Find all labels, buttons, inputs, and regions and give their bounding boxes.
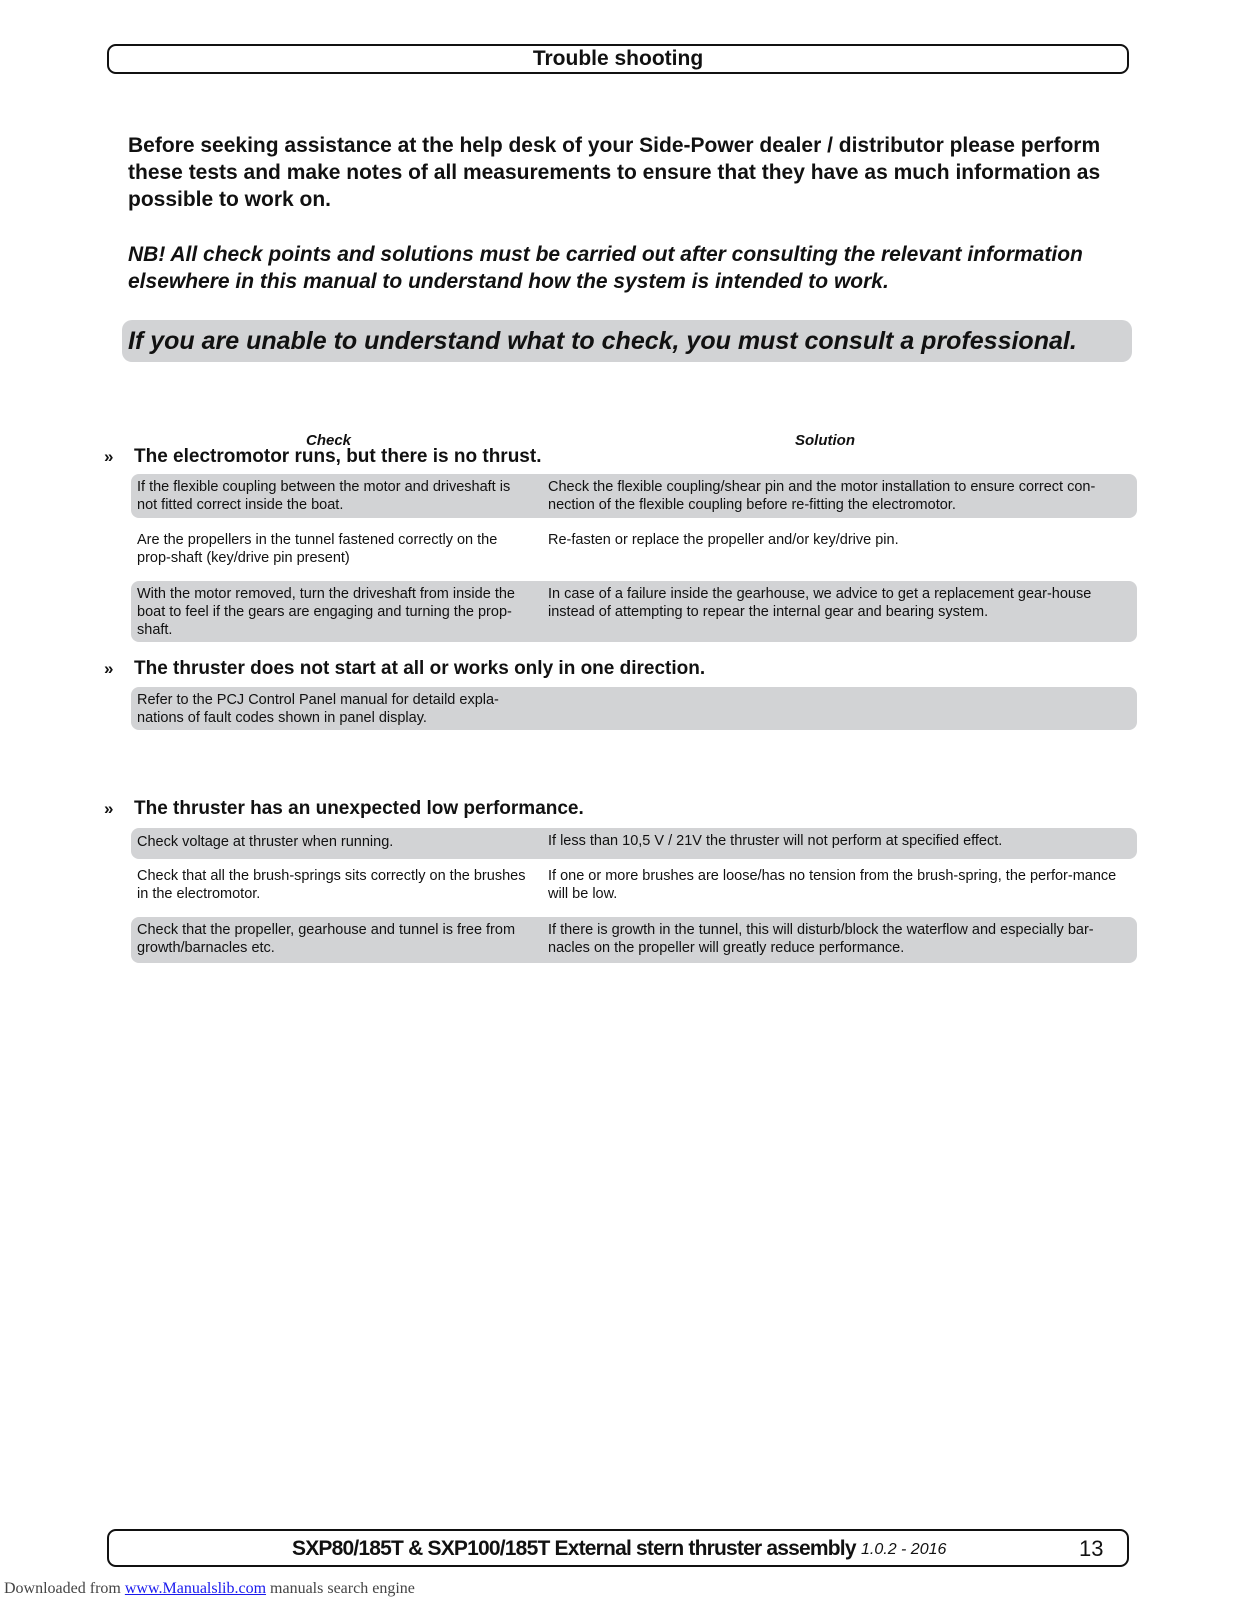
section-title-low-performance	[104, 797, 584, 821]
solution-cell: Re-fasten or replace the propeller and/or key/drive pin.	[548, 532, 899, 548]
solution-cell: If one or more brushes are loose/has no tension from the brush-spring, the perfor-mance will be low.	[548, 868, 1117, 902]
solution-cell: If less than 10,5 V / 21V the thruster will not perform at specified effect.	[548, 833, 1003, 849]
check-cell: Check voltage at thruster when running.	[137, 834, 394, 850]
table-row	[131, 917, 1137, 963]
section-title-text: The thruster does not start at all or works only in one direction.	[134, 658, 706, 679]
download-prefix: Downloaded from	[4, 1580, 125, 1597]
check-cell: Check that the propeller, gearhouse and tunnel is free from growth/barnacles etc.	[137, 922, 516, 956]
bullet-marker: »	[104, 799, 114, 818]
check-cell: Are the propellers in the tunnel fastened correctly on the prop-shaft (key/drive pin present)	[137, 532, 498, 566]
section-title-text: The thruster has an unexpected low performance.	[134, 798, 584, 819]
table-row	[131, 474, 1137, 518]
download-notice	[4, 1580, 415, 1598]
download-suffix: manuals search engine	[266, 1580, 415, 1597]
intro-paragraph: Before seeking assistance at the help desk of your Side-Power dealer / distributor please perform these tests and make notes of all measurements to ensure that they have as much information as possible to work on.	[128, 134, 1101, 211]
page-header	[107, 44, 1129, 74]
footer-product-title: SXP80/185T & SXP100/185T External stern thruster assembly	[292, 1537, 856, 1560]
section-title-text: The electromotor runs, but there is no thrust.	[134, 446, 542, 467]
table-row	[131, 527, 1137, 573]
section-title-no-start	[104, 657, 705, 681]
footer-version: 1.0.2 - 2016	[861, 1541, 947, 1558]
solution-cell: If there is growth in the tunnel, this will disturb/block the waterflow and especially bar-nacles on the propeller will greatly reduce performance.	[548, 922, 1094, 956]
check-cell: If the flexible coupling between the motor and driveshaft is not fitted correct inside the boat.	[137, 479, 511, 513]
section-title-no-thrust	[104, 445, 541, 469]
bullet-marker: »	[104, 447, 114, 466]
page-footer	[107, 1529, 1129, 1567]
table-row	[131, 828, 1137, 859]
table-row	[131, 581, 1137, 642]
manualslib-link[interactable]: www.Manualslib.com	[124, 1580, 267, 1597]
page-number: 13	[1079, 1536, 1104, 1561]
column-header-solution: Solution	[795, 432, 855, 449]
nb-paragraph: NB! All check points and solutions must be carried out after consulting the relevant information elsewhere in this manual to understand how the system is intended to work.	[128, 243, 1083, 293]
check-cell: Refer to the PCJ Control Panel manual for detaild expla-nations of fault codes shown in panel display.	[137, 692, 499, 726]
table-row	[131, 863, 1137, 909]
column-header-check: Check	[306, 432, 352, 449]
check-cell: Check that all the brush-springs sits correctly on the brushes in the electromotor.	[137, 868, 526, 902]
professional-warning: If you are unable to understand what to check, you must consult a professional.	[122, 320, 1132, 362]
bullet-marker: »	[104, 659, 114, 678]
check-cell: With the motor removed, turn the driveshaft from inside the boat to feel if the gears are engaging and turning the prop-shaft.	[137, 586, 515, 638]
solution-cell: Check the flexible coupling/shear pin and the motor installation to ensure correct con-nection of the flexible coupling before re-fitting the electromotor.	[548, 479, 1096, 513]
page-title: Trouble shooting	[532, 47, 704, 70]
table-row	[131, 687, 1137, 730]
solution-cell: In case of a failure inside the gearhouse, we advice to get a replacement gear-house instead of attempting to repear the internal gear and bearing system.	[548, 586, 1092, 620]
